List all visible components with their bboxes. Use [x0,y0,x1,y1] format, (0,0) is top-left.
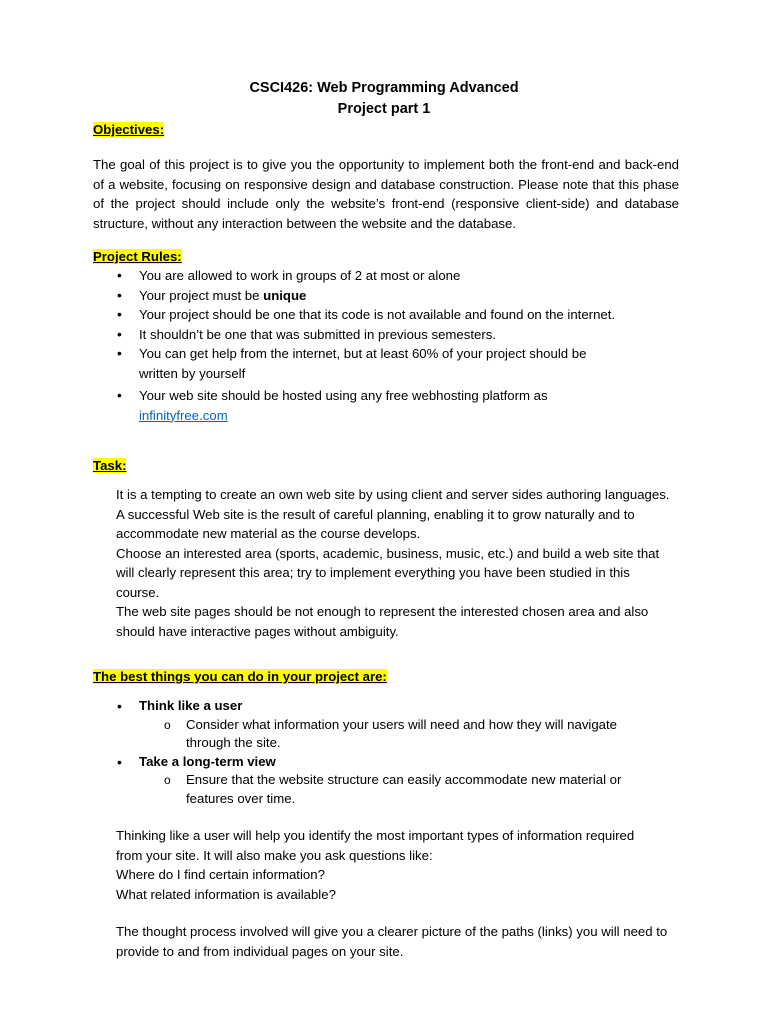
thinking-paragraph: Thinking like a user will help you identify the most important types of information required from your site. It will also make you ask questions like: [116,828,635,863]
task-paragraph-2: Choose an interested area (sports, academic, business, music, etc.) and build a web site that will clearly represent this area; try to implement everything you have been studied in this course. [116,545,660,600]
question-1: Where do I find certain information? [116,867,325,882]
rule-item-internet-help: • You can get help from the internet, but at least 60% of your project should be written by yourself [93,344,673,383]
rule-item-hosting: • Your web site should be hosted using any free webhosting platform as infinityfree.com [93,386,673,425]
project-rules-list [93,266,673,425]
task-heading [93,456,126,476]
task-body [116,485,672,641]
rule-item-group-size: • You are allowed to work in groups of 2 at most or alone [93,266,673,286]
task-paragraph-1: It is a tempting to create an own web site by using client and server sides authoring languages. A successful Web site is the result of careful planning, enabling it to grow naturally and to accommodate new material as the course develops. [116,487,670,541]
project-rules-heading [93,247,182,267]
question-2: What related information is available? [116,886,336,902]
rule-item-previous-semesters: • It shouldn’t be one that was submitted in previous semesters. [93,325,673,345]
best-item-think-like-user: • Think like a user o Consider what information your users will need and how they will navigate through the site. [93,697,673,753]
rule-item-unique: • Your project must be unique [93,286,673,306]
objectives-paragraph: The goal of this project is to give you the opportunity to implement both the front-end and back-end of a website, focusing on responsive design and database construction. Please note that this phase of the project should include only the website’s front-end (responsive client-side) and database structure, without any interaction between the website and the database. [93,157,679,231]
best-things-list [93,697,673,808]
project-rules-heading-text: Project Rules: [93,249,182,264]
best-subitem-structure: o Ensure that the website structure can easily accommodate new material or features over time. [139,771,673,808]
best-subitem-user-needs: o Consider what information your users will need and how they will navigate through the site. [139,716,673,753]
document-subtitle: Project part 1 [337,101,431,117]
best-things-heading-text: The best things you can do in your project are: [93,669,387,684]
task-heading-text: Task: [93,458,127,473]
best-things-heading [93,667,387,687]
objectives-heading-text: Objectives: [93,122,165,137]
rule-item-code-availability: • Your project should be one that its code is not available and found on the internet. [93,305,673,325]
objectives-heading [93,120,164,140]
document-title: CSCI426: Web Programming Advanced [249,80,519,96]
best-item-long-term-view-sublist [139,771,673,808]
thought-process-paragraph: The thought process involved will give you a clearer picture of the paths (links) you will need to provide to and from individual pages on your site. [116,924,668,959]
best-item-think-like-user-sublist [139,716,673,753]
infinityfree-link[interactable]: infinityfree.com [139,407,228,423]
task-paragraph-3: The web site pages should be not enough to represent the interested chosen area and also should have interactive pages without ambiguity. [116,604,649,639]
best-item-long-term-view: • Take a long-term view o Ensure that the website structure can easily accommodate new material or features over time. [93,753,673,809]
thinking-block [116,826,646,904]
